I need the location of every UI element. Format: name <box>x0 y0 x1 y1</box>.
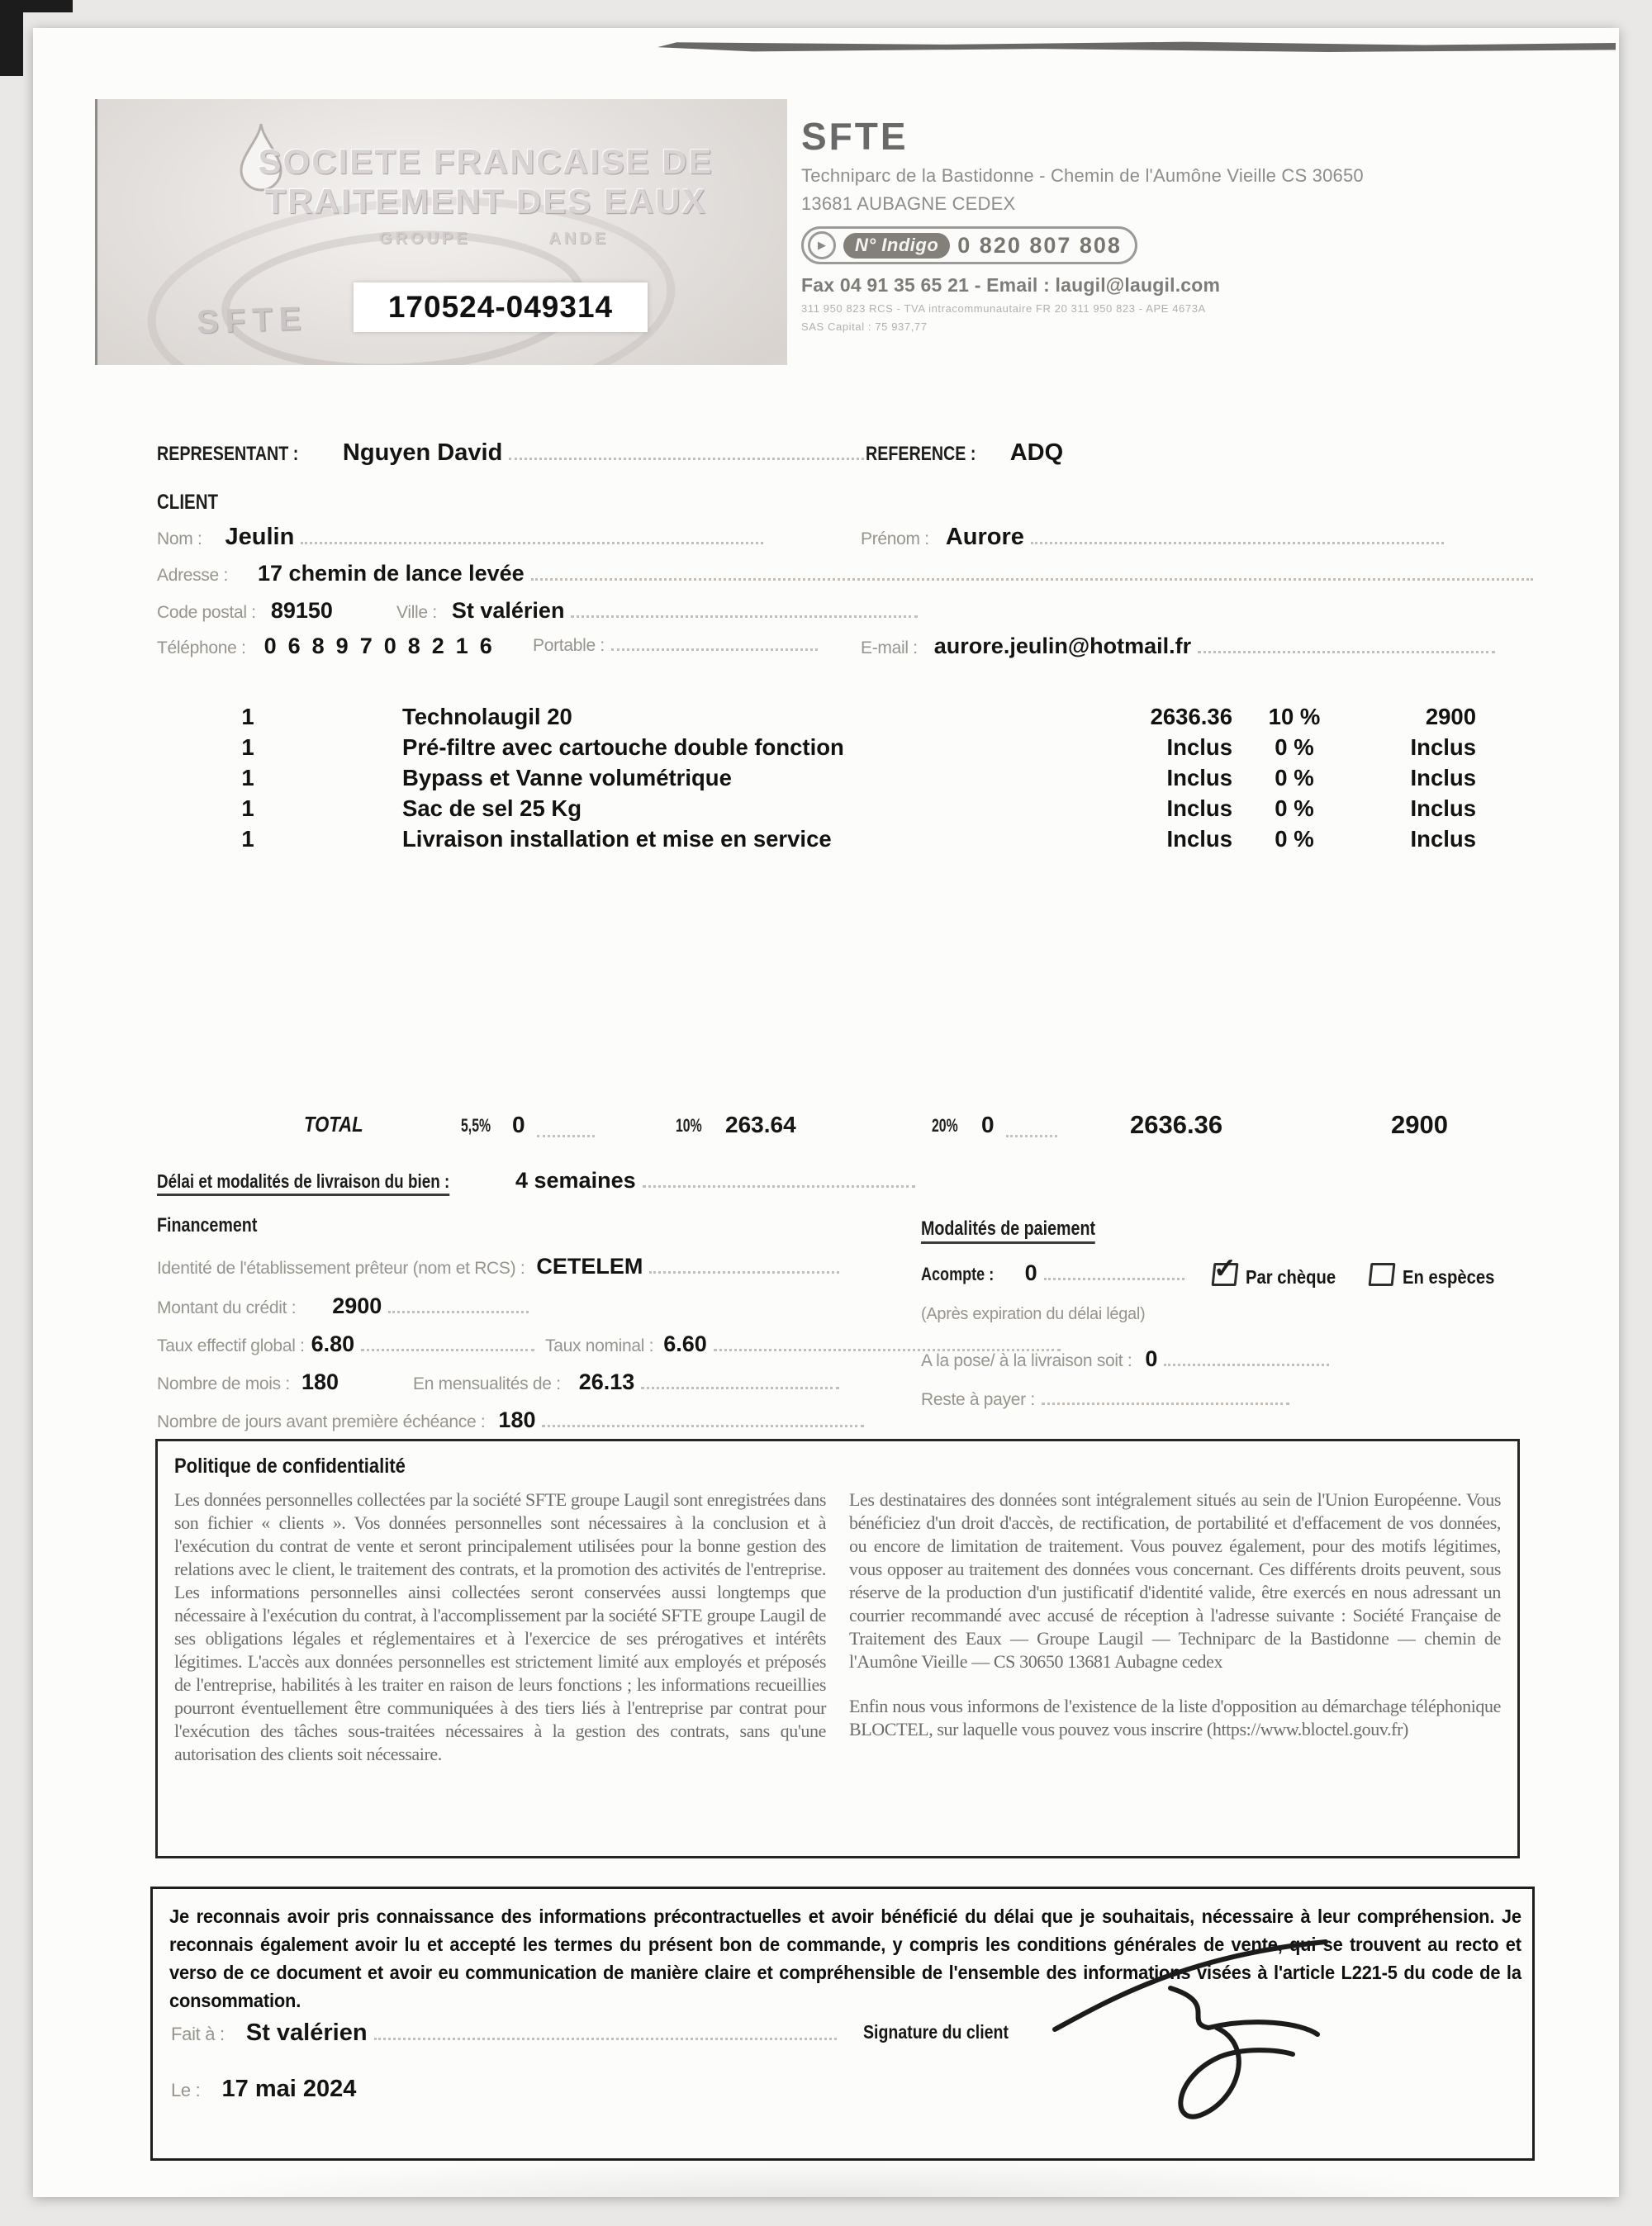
email-label: E-mail : <box>861 638 918 657</box>
fait-a-value: St valérien <box>245 2020 368 2046</box>
dotted-line <box>361 1334 534 1351</box>
logo-subline: GROUPE ANDE <box>378 230 610 248</box>
acompte-value: 0 <box>1024 1260 1037 1285</box>
representative-row <box>157 439 1545 467</box>
table-row <box>157 826 1476 857</box>
item-vat: 0 % <box>1275 826 1314 852</box>
item-price: Inclus <box>1166 765 1232 790</box>
tva55-value: 0 <box>512 1112 525 1137</box>
financing-lender-row <box>157 1254 839 1279</box>
privacy-paragraph: Enfin nous vous informons de l'existence de la liste d'opposition au démarchage téléphonique BLOCTEL, sur laquelle vous pouvez vous inscrire (https://www.bloctel.gouv.fr) <box>849 1696 1501 1740</box>
teg-label: Taux effectif global : <box>157 1336 305 1355</box>
client-section-title: CLIENT <box>157 491 219 514</box>
dotted-line <box>1006 1112 1057 1137</box>
item-description: Livraison installation et mise en service <box>402 826 832 852</box>
dotted-line <box>649 1256 839 1274</box>
dotted-line <box>537 1112 595 1137</box>
payment-delivery-row <box>921 1346 1329 1372</box>
payment-legal-note: (Après expiration du délai légal) <box>921 1305 1146 1323</box>
item-total: Inclus <box>1410 734 1476 760</box>
adresse-label: Adresse : <box>157 566 229 585</box>
item-description: Sac de sel 25 Kg <box>402 795 582 821</box>
dotted-line <box>1044 1263 1184 1280</box>
dotted-line <box>1042 1388 1289 1405</box>
financing-title: Financement <box>157 1214 258 1236</box>
cheque-checkbox <box>1212 1253 1239 1286</box>
months-label: Nombre de mois : <box>157 1374 290 1393</box>
company-address-line1: Techniparc de la Bastidonne - Chemin de l'Aumône Vieille CS 30650 <box>801 165 1364 186</box>
total-ht-value: 2636.36 <box>1130 1110 1223 1139</box>
order-form-sheet <box>33 28 1619 2197</box>
first-due-days-label: Nombre de jours avant première échéance : <box>157 1412 486 1431</box>
date-label: Le : <box>171 2080 201 2100</box>
company-header <box>801 114 1561 333</box>
reference-label: REFERENCE : <box>866 443 976 465</box>
line-items-table <box>157 704 1476 857</box>
months-value: 180 <box>301 1369 339 1394</box>
delivery-label: Délai et modalités de livraison du bien : <box>157 1170 449 1196</box>
item-qty: 1 <box>241 765 254 790</box>
item-description: Technolaugil 20 <box>402 704 572 729</box>
credit-amount-label: Montant du crédit : <box>157 1298 297 1317</box>
check-icon: ✓ <box>1213 1253 1237 1284</box>
dotted-line <box>531 563 1533 581</box>
tva10-value: 263.64 <box>725 1112 796 1137</box>
representant-label: REPRESENTANT : <box>157 443 299 465</box>
payment-deposit-row <box>921 1253 1532 1288</box>
item-price: Inclus <box>1166 734 1232 760</box>
indigo-label: N° Indigo <box>843 233 950 259</box>
table-row <box>157 734 1476 765</box>
privacy-column-left: Les données personnelles collectées par la société SFTE groupe Laugil sont enregistrées dans son fichier « clients ». Vos données personnelles sont nécessaires à la conclusion et à l'exécution du contrat de vente et seront principalement utilisées pour la bonne gestion des relations avec le client, le traitement des contrats, et la promotion des activités de l'entreprise. Les informations personnelles ainsi collectées seront conservées aussi longtemps que nécessaire à l'exécution du contrat, à l'accomplissement par la société SFTE groupe Laugil de ses obligations légales et réglementaires et à l'exercice de ses prérogatives et intérêts légitimes. L'accès aux données personnelles est strictement limité aux employés et préposés de l'entreprise, habilités à les traiter en raison de leurs fonctions ; les informations recueillies pourront éventuellement être communiquées à des tiers liés à l'entreprise par contrat pour l'exécution des tâches sous-traitées nécessaires à la gestion des contrats, sans qu'une autorisation des clients soit nécessaire. <box>174 1489 826 1764</box>
item-vat: 0 % <box>1275 734 1314 760</box>
dotted-line <box>374 2023 837 2040</box>
item-qty: 1 <box>241 734 254 760</box>
dotted-line <box>641 1372 839 1389</box>
indigo-number: 0 820 807 808 <box>957 232 1122 258</box>
table-row <box>157 765 1476 795</box>
nom-value: Jeulin <box>225 524 295 550</box>
telephone-value: 0689708216 <box>263 634 504 658</box>
item-qty: 1 <box>241 795 254 821</box>
financing-amount-row <box>157 1293 529 1319</box>
fait-a-label: Fait à : <box>171 2024 225 2044</box>
tva10-label: 10% <box>676 1115 702 1136</box>
client-postal-row <box>157 598 1545 624</box>
acknowledgment-box <box>150 1887 1535 2161</box>
privacy-column-right <box>849 1488 1501 1766</box>
item-total: Inclus <box>1410 765 1476 790</box>
prenom-label: Prénom : <box>861 529 929 548</box>
dotted-line <box>388 1296 529 1313</box>
logo-line2: TRAITEMENT DES EAUX <box>264 182 707 221</box>
document-number: 170524-049314 <box>354 282 648 332</box>
item-vat: 0 % <box>1275 765 1314 790</box>
dotted-line <box>301 527 763 544</box>
privacy-paragraph: Les destinataires des données sont intégralement situés au sein de l'Union Européenne. Vous bénéficiez d'un droit d'accès, de rectification, de portabilité et d'effacement de vos données, ou encore de limitation de traitement. Vous pouvez également, pour des motifs légitimes, vous opposer au traitement des données vous concernant. Ces différents droits peuvent, sous réserve de la production d'un justificatif d'identité valide, être exercés en nous adressant un courrier recommandé avec accusé de réception à l'adresse suivante : Société Française de Traitement des Eaux — Groupe Laugil — Techniparc de la Bastidonne — chemin de l'Aumône Vieille — CS 30650 13681 Aubagne cedex <box>849 1489 1501 1672</box>
code-postal-value: 89150 <box>270 598 333 623</box>
company-address-line2: 13681 AUBAGNE CEDEX <box>801 193 1016 214</box>
table-row <box>157 704 1476 734</box>
item-vat: 0 % <box>1275 795 1314 821</box>
date-row <box>171 2076 356 2103</box>
ville-label: Ville : <box>396 603 437 622</box>
company-legal-line2: SAS Capital : 75 937,77 <box>801 320 928 333</box>
item-price: Inclus <box>1166 795 1232 821</box>
item-total: Inclus <box>1410 795 1476 821</box>
dotted-line <box>611 634 818 651</box>
scan-artifact-corner <box>0 0 73 12</box>
total-label: TOTAL <box>304 1112 363 1137</box>
delivery-value: 4 semaines <box>515 1168 636 1193</box>
totals-row <box>157 1110 1528 1148</box>
indigo-phone-badge <box>801 226 1137 264</box>
pose-value: 0 <box>1145 1346 1158 1371</box>
reste-label: Reste à payer : <box>921 1390 1035 1409</box>
payment-remaining-row <box>921 1388 1289 1410</box>
date-value: 17 mai 2024 <box>221 2076 357 2102</box>
scan-artifact-strip <box>657 41 1616 52</box>
cheque-label: Par chèque <box>1246 1266 1336 1288</box>
logo-line1: SOCIETE FRANCAISE DE <box>258 142 714 181</box>
dotted-line <box>571 600 918 618</box>
especes-label: En espèces <box>1403 1266 1495 1288</box>
logo-watermark: SFTE <box>196 300 308 341</box>
reference-value: ADQ <box>1009 439 1064 466</box>
dotted-line <box>509 443 864 460</box>
client-address-row <box>157 561 1533 586</box>
monthly-value: 26.13 <box>578 1369 635 1394</box>
item-price: Inclus <box>1166 826 1232 852</box>
telephone-label: Téléphone : <box>157 638 246 657</box>
acompte-label: Acompte : <box>921 1264 995 1284</box>
total-ttc-value: 2900 <box>1391 1110 1448 1139</box>
dotted-line <box>1031 527 1444 544</box>
privacy-policy-box <box>155 1439 1520 1858</box>
company-legal-line1: 311 950 823 RCS - TVA intracommunautaire FR 20 311 950 823 - APE 4673A <box>801 302 1206 315</box>
item-price: 2636.36 <box>1150 704 1232 729</box>
tva20-value: 0 <box>981 1112 995 1137</box>
company-fax-email: Fax 04 91 35 65 21 - Email : laugil@laugil.com <box>801 274 1221 296</box>
dotted-line <box>1164 1349 1329 1366</box>
nom-label: Nom : <box>157 529 202 548</box>
company-name: SFTE <box>801 115 909 158</box>
lender-value: CETELEM <box>536 1254 643 1279</box>
teg-value: 6.80 <box>311 1331 355 1356</box>
credit-amount-value: 2900 <box>332 1293 382 1318</box>
representant-value: Nguyen David <box>342 439 503 466</box>
item-vat: 10 % <box>1268 704 1321 729</box>
pose-label: A la pose/ à la livraison soit : <box>921 1351 1132 1370</box>
play-icon: ▶ <box>808 231 836 259</box>
item-total: 2900 <box>1425 704 1476 729</box>
item-description: Bypass et Vanne volumétrique <box>402 765 732 790</box>
email-value: aurore.jeulin@hotmail.fr <box>933 634 1192 658</box>
client-signature <box>1045 1929 1342 2143</box>
first-due-days-value: 180 <box>498 1407 536 1432</box>
dotted-line <box>1198 636 1495 653</box>
dotted-line <box>643 1170 915 1188</box>
item-qty: 1 <box>241 826 254 852</box>
place-row <box>171 2020 837 2047</box>
item-qty: 1 <box>241 704 254 729</box>
code-postal-label: Code postal : <box>157 603 256 622</box>
prenom-value: Aurore <box>945 524 1024 550</box>
lender-label: Identité de l'établissement prêteur (nom et RCS) : <box>157 1259 525 1278</box>
client-phone-row <box>157 634 1545 659</box>
ville-value: St valérien <box>451 598 565 623</box>
payment-title: Modalités de paiement <box>921 1217 1133 1244</box>
monthly-label: En mensualités de : <box>413 1374 561 1393</box>
nominal-label: Taux nominal : <box>545 1336 654 1355</box>
item-total: Inclus <box>1410 826 1476 852</box>
delivery-row <box>157 1168 915 1196</box>
item-description: Pré-filtre avec cartouche double fonction <box>402 734 844 760</box>
client-name-row <box>157 524 1545 551</box>
company-logo <box>95 99 787 365</box>
dotted-line <box>542 1410 864 1427</box>
tva55-label: 5,5% <box>461 1115 491 1136</box>
signature-label: Signature du client <box>863 2021 1009 2043</box>
nominal-value: 6.60 <box>663 1331 707 1356</box>
portable-label: Portable : <box>533 636 605 655</box>
tva20-label: 20% <box>932 1115 958 1136</box>
financing-days-row <box>157 1407 864 1433</box>
table-row <box>157 795 1476 826</box>
privacy-title: Politique de confidentialité <box>174 1455 406 1478</box>
adresse-value: 17 chemin de lance levée <box>258 561 525 586</box>
acknowledgment-text: Je reconnais avoir pris connaissance des informations précontractuelles et avoir bénéficié du délai que je souhaitais, nécessaire à leur compréhension. Je reconnais également avoir lu et accepté les termes du présent bon de commande, y compris les conditions générales de vente, qui se trouvent au recto et verso de ce document et avoir eu communication de manière claire et compréhensible de l'ensemble des informations visées à l'article L221-5 du code de la consommation. <box>169 1906 1521 2011</box>
signature-label-row <box>863 2021 1034 2043</box>
especes-checkbox <box>1369 1263 1396 1286</box>
